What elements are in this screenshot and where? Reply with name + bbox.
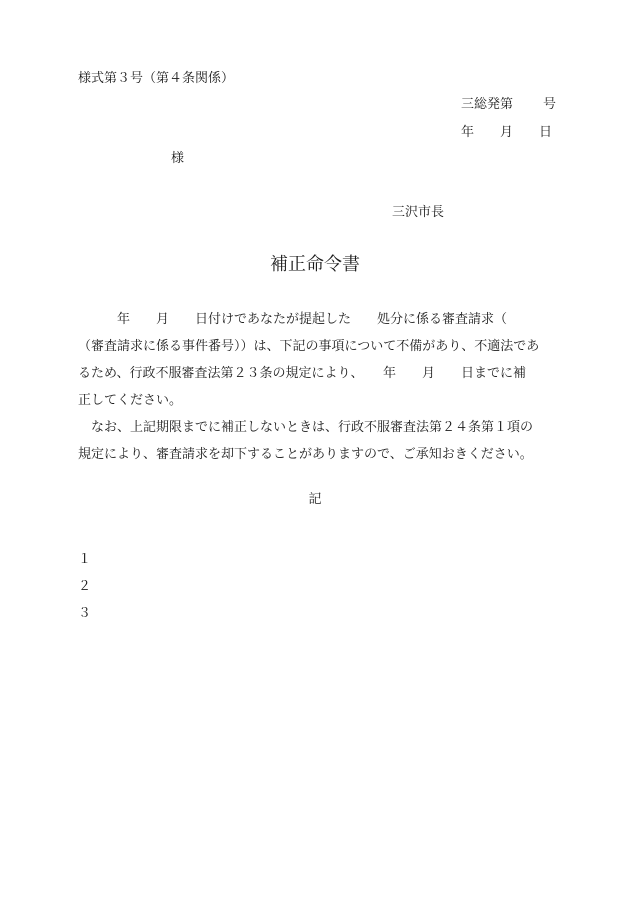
issuer-name: 三沢市長 <box>392 205 445 220</box>
document-title: 補正命令書 <box>270 254 360 275</box>
document-number <box>461 98 556 111</box>
issue-date-month: 月 <box>500 125 514 140</box>
issue-date <box>461 126 552 139</box>
body-line: 規定により、審査請求を却下することがありますので、ご承知おきください。 <box>78 447 533 462</box>
list-item: １ <box>78 552 92 567</box>
body-line: るため、行政不服審査法第２３条の規定により、 年 月 日までに補 <box>78 366 526 381</box>
form-number: 様式第３号（第４条関係） <box>78 71 235 86</box>
body-line: なお、上記期限までに補正しないときは、行政不服審査法第２４条第１項の <box>78 420 534 435</box>
ki-heading: 記 <box>308 492 322 507</box>
body-text <box>78 306 553 468</box>
body-line: （審査請求に係る事件番号））は、下記の事項について不備があり、不適法であ <box>78 339 540 354</box>
addressee-honorific: 様 <box>171 151 185 166</box>
body-line: 年 月 日付けであなたが提起した 処分に係る審査請求（ <box>78 312 508 327</box>
issue-date-year: 年 <box>461 125 475 140</box>
list-item: ３ <box>78 606 92 621</box>
item-list <box>78 546 91 627</box>
body-line: 正してください。 <box>78 393 183 408</box>
issue-date-day: 日 <box>539 125 553 140</box>
document-number-prefix: 三総発第 <box>461 97 514 112</box>
document-number-suffix: 号 <box>543 97 557 112</box>
list-item: ２ <box>78 579 92 594</box>
